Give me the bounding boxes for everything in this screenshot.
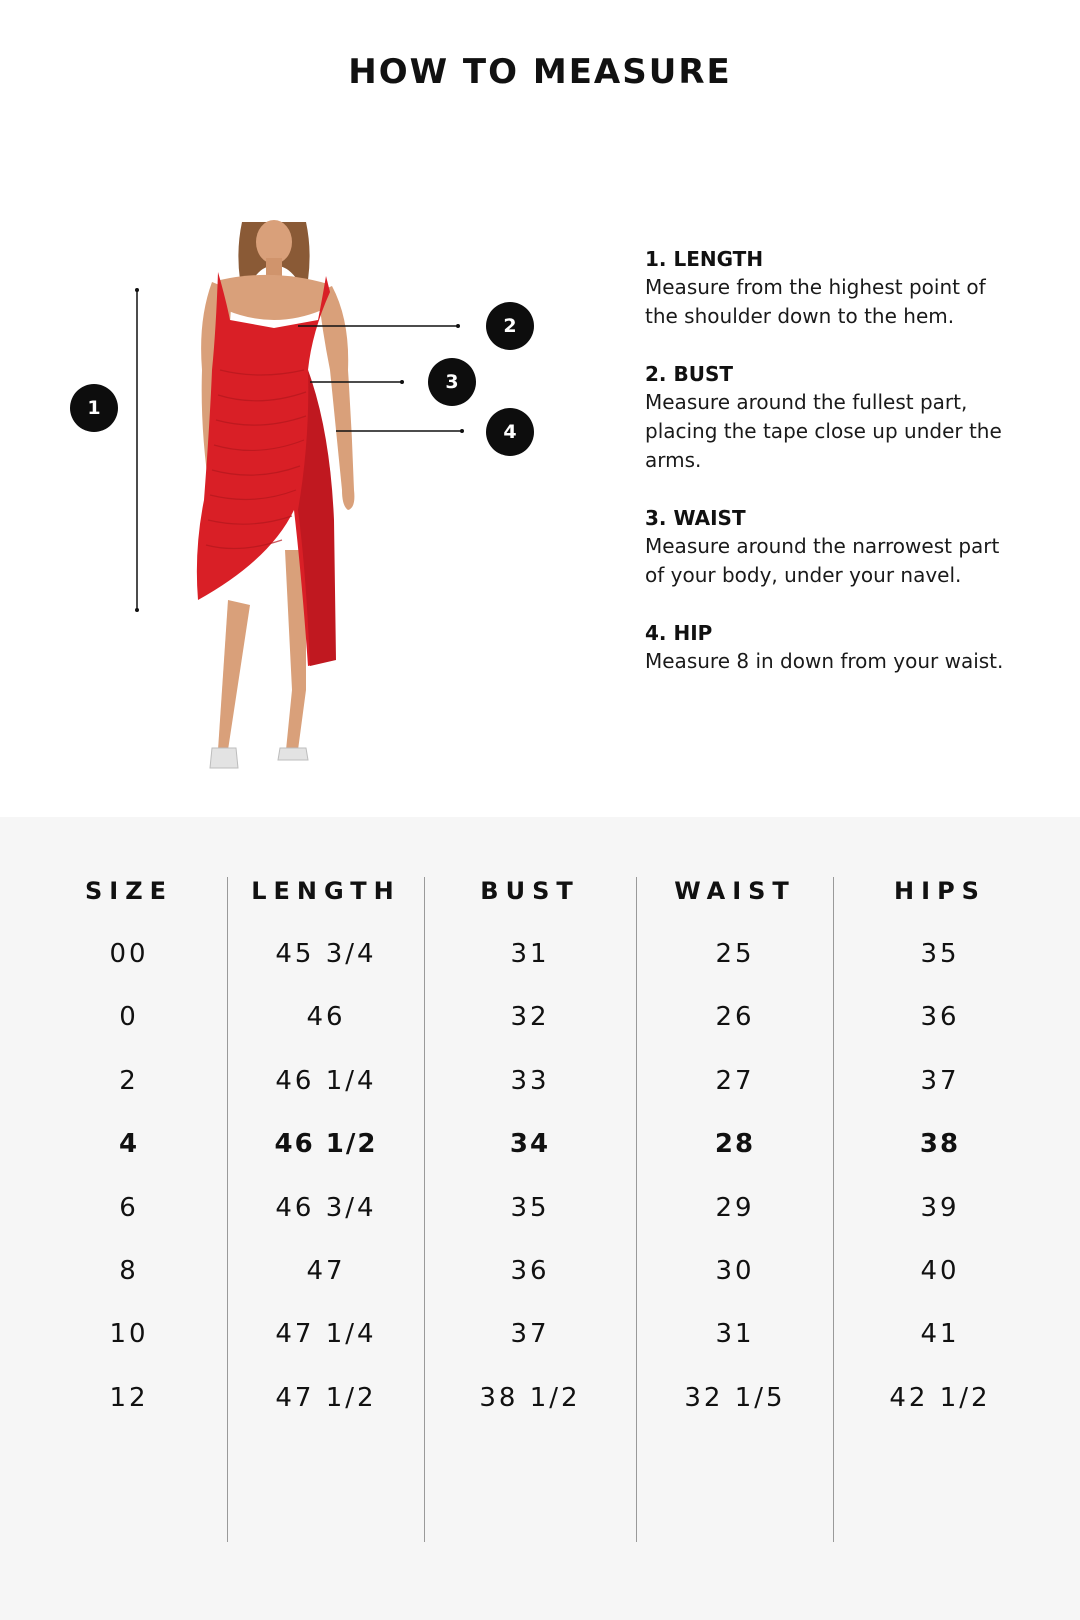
instruction-text: Measure 8 in down from your waist. — [645, 649, 1004, 673]
column-size — [34, 817, 224, 1620]
column-divider — [424, 877, 425, 1542]
table-cell-length: 46 1/4 — [275, 1065, 377, 1096]
table-cell-size: 8 — [119, 1256, 139, 1286]
table-cell-size: 00 — [109, 939, 149, 969]
column-divider — [636, 877, 637, 1542]
right-shoe-shape — [278, 748, 308, 760]
table-cell-waist: 31 — [715, 1319, 755, 1350]
table-cell-waist: 25 — [715, 939, 755, 969]
left-shoe-shape — [210, 748, 238, 768]
column-header-bust: BUST — [480, 877, 580, 905]
table-cell-length: 46 — [306, 1002, 346, 1033]
table-cell-hips: 40 — [920, 1256, 960, 1286]
table-cell-bust: 38 1/2 — [479, 1382, 581, 1413]
table-cell-length: 46 1/2 — [274, 1129, 378, 1160]
badge-length: 1 — [70, 384, 118, 432]
table-cell-hips: 38 — [919, 1129, 961, 1160]
instruction-heading: 4. HIP — [645, 621, 713, 645]
face-shape — [256, 220, 292, 264]
table-cell-waist: 29 — [715, 1192, 755, 1223]
table-cell-length: 45 3/4 — [275, 939, 377, 969]
column-header-waist: WAIST — [674, 877, 796, 905]
table-cell-size: 0 — [119, 1002, 139, 1033]
column-divider — [227, 877, 228, 1542]
table-cell-size: 10 — [109, 1319, 149, 1350]
instruction-bust — [645, 360, 1005, 475]
column-bust — [435, 817, 625, 1620]
page-title: HOW TO MEASURE — [348, 52, 732, 92]
instruction-length — [645, 245, 1005, 331]
table-cell-bust: 31 — [510, 939, 550, 969]
column-hips — [845, 817, 1035, 1620]
column-waist — [640, 817, 830, 1620]
instruction-text: Measure around the fullest part, placing the tape close up under the arms. — [645, 390, 1002, 472]
measurement-instructions — [645, 245, 1005, 705]
table-cell-hips: 39 — [920, 1192, 960, 1223]
table-cell-hips: 35 — [920, 939, 960, 969]
column-header-length: LENGTH — [251, 877, 401, 905]
instruction-text: Measure around the narrowest part of your body, under your navel. — [645, 534, 1000, 587]
table-cell-waist: 26 — [715, 1002, 755, 1033]
table-cell-hips: 37 — [920, 1065, 960, 1096]
table-cell-length: 47 1/2 — [275, 1382, 377, 1413]
table-cell-length: 46 3/4 — [275, 1192, 377, 1223]
table-cell-bust: 36 — [510, 1256, 550, 1286]
table-cell-hips: 42 1/2 — [889, 1382, 991, 1413]
table-cell-bust: 37 — [510, 1319, 550, 1350]
instruction-text: Measure from the highest point of the shoulder down to the hem. — [645, 275, 986, 328]
table-cell-waist: 27 — [715, 1065, 755, 1096]
table-cell-size: 12 — [109, 1382, 149, 1413]
column-divider — [833, 877, 834, 1542]
instruction-heading: 1. LENGTH — [645, 247, 764, 271]
badge-hip: 4 — [486, 408, 534, 456]
table-cell-hips: 36 — [920, 1002, 960, 1033]
left-leg-shape — [218, 600, 250, 750]
instruction-heading: 3. WAIST — [645, 506, 746, 530]
badge-waist: 3 — [428, 358, 476, 406]
table-cell-waist: 32 1/5 — [684, 1382, 786, 1413]
table-cell-size: 2 — [119, 1065, 139, 1096]
table-cell-hips: 41 — [920, 1319, 960, 1350]
table-cell-size: 6 — [119, 1192, 139, 1223]
table-cell-bust: 34 — [509, 1129, 551, 1160]
table-cell-size: 4 — [118, 1129, 140, 1160]
column-length — [231, 817, 421, 1620]
instruction-heading: 2. BUST — [645, 362, 734, 386]
instruction-hip — [645, 619, 1005, 676]
table-cell-bust: 35 — [510, 1192, 550, 1223]
measurement-figure — [60, 220, 580, 800]
table-cell-bust: 33 — [510, 1065, 550, 1096]
table-cell-waist: 28 — [714, 1129, 756, 1160]
table-cell-waist: 30 — [715, 1256, 755, 1286]
column-header-hips: HIPS — [894, 877, 986, 905]
table-cell-length: 47 — [306, 1256, 346, 1286]
badge-bust: 2 — [486, 302, 534, 350]
size-chart-table — [0, 817, 1080, 1620]
table-cell-length: 47 1/4 — [275, 1319, 377, 1350]
table-cell-bust: 32 — [510, 1002, 550, 1033]
instruction-waist — [645, 504, 1005, 590]
column-header-size: SIZE — [84, 877, 173, 905]
